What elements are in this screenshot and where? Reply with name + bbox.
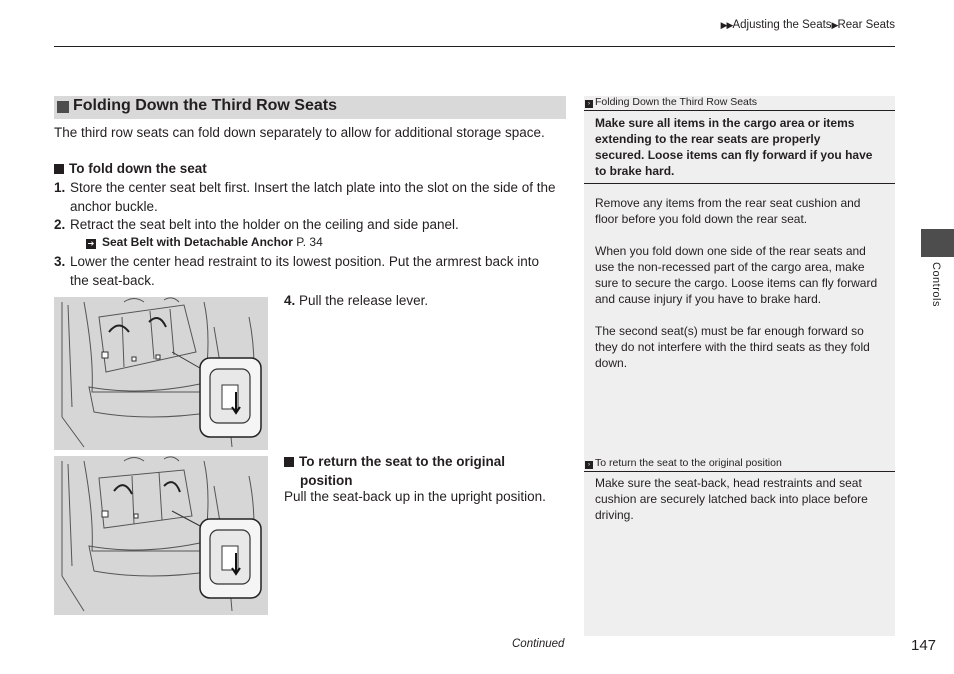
note-line: Make sure the seat-back, head restraints and seat xyxy=(595,476,862,490)
step-number: 3. xyxy=(54,254,66,269)
note-line: cushion are securely latched back into place before xyxy=(595,492,868,506)
note-paragraph-1 xyxy=(595,195,860,227)
note-line: they do not interfere with the third seats as they fold xyxy=(595,340,870,354)
note-line: down. xyxy=(595,356,628,370)
note-heading-text: Folding Down the Third Row Seats xyxy=(595,96,758,108)
section-title-bar xyxy=(54,96,566,119)
reference-arrow-icon: ➔ xyxy=(87,239,95,248)
cargo-area-drawing xyxy=(54,297,268,450)
rotate-arrow-left xyxy=(109,326,129,333)
step-text-line1: Pull the release lever. xyxy=(299,293,429,308)
cross-reference-link[interactable] xyxy=(86,235,323,249)
arrow-icon: ▶ xyxy=(831,20,838,30)
xref-page: P. 34 xyxy=(296,235,323,249)
note-line: and cause injury if you have to brake hard. xyxy=(595,292,822,306)
step-text-line2: anchor buckle. xyxy=(70,198,158,214)
intro-text: The third row seats can fold down separately to allow for additional storage space. xyxy=(54,125,545,140)
warning-line: to brake hard. xyxy=(595,164,675,178)
header-rule xyxy=(54,46,895,47)
return-heading-line1: To return the seat to the original xyxy=(299,454,506,469)
note-line: sure to secure the cargo. Loose items can fly forward xyxy=(595,276,878,290)
return-heading xyxy=(284,452,505,490)
step-number: 1. xyxy=(54,180,66,195)
fold-heading xyxy=(54,161,207,176)
note-line: Remove any items from the rear seat cushion and xyxy=(595,196,861,210)
note-rule xyxy=(584,110,895,111)
fold-down-illustration xyxy=(54,297,268,450)
chapter-tab[interactable] xyxy=(921,229,954,257)
square-bullet-icon xyxy=(57,101,69,113)
note-paragraph-3 xyxy=(595,323,870,371)
note-rule xyxy=(584,471,895,472)
step-text-line1: Lower the center head restraint to its lowest position. Put the armrest back into xyxy=(70,254,539,269)
section-title: Folding Down the Third Row Seats xyxy=(73,97,337,114)
note-icon: › xyxy=(585,100,593,108)
breadcrumb-item-2[interactable]: Rear Seats xyxy=(837,19,895,31)
note-line: use the non-recessed part of the cargo area, make xyxy=(595,260,865,274)
note-line: floor before you fold down the rear seat. xyxy=(595,212,808,226)
breadcrumb-item-1[interactable]: Adjusting the Seats xyxy=(732,19,832,31)
continued-label: Continued xyxy=(512,638,565,650)
step-text-line2: the seat-back. xyxy=(70,272,155,288)
return-text: Pull the seat-back up in the upright position. xyxy=(284,489,546,504)
warning-line: secured. Loose items can fly forward if you have xyxy=(595,148,873,162)
note-heading-return xyxy=(585,457,782,469)
chapter-tab-label: Controls xyxy=(930,262,942,307)
fold-heading-text: To fold down the seat xyxy=(69,161,207,176)
return-seat-illustration xyxy=(54,456,268,615)
warning-rule xyxy=(584,183,895,184)
note-line: When you fold down one side of the rear seats and xyxy=(595,244,866,258)
warning-line: extending to the rear seats are properly xyxy=(595,132,821,146)
step-3 xyxy=(54,253,566,290)
step-text-line1: Store the center seat belt first. Insert the latch plate into the slot on the side of the xyxy=(70,180,556,195)
step-text-line1: Retract the seat belt into the holder on the ceiling and side panel. xyxy=(70,217,459,232)
square-bullet-icon xyxy=(54,164,64,174)
note-line: driving. xyxy=(595,508,634,522)
note-paragraph-2 xyxy=(595,243,877,307)
step-1 xyxy=(54,179,566,216)
step-2 xyxy=(54,216,566,235)
square-bullet-icon xyxy=(284,457,294,467)
cargo-area-drawing xyxy=(54,456,268,615)
note-heading-fold xyxy=(585,96,757,108)
step-4 xyxy=(284,292,428,311)
warning-line: Make sure all items in the cargo area or items xyxy=(595,116,855,130)
breadcrumb xyxy=(721,19,895,31)
page-number: 147 xyxy=(911,637,937,654)
note-icon: › xyxy=(585,461,593,469)
double-arrow-icon: ▶▶ xyxy=(720,20,733,30)
note-paragraph-4 xyxy=(595,475,868,523)
xref-label[interactable]: Seat Belt with Detachable Anchor xyxy=(102,235,293,249)
note-line: The second seat(s) must be far enough forward so xyxy=(595,324,864,338)
step-number: 2. xyxy=(54,217,66,232)
note-heading-text: To return the seat to the original position xyxy=(595,457,782,469)
step-number: 4. xyxy=(284,293,296,308)
return-heading-line2: position xyxy=(300,473,353,488)
warning-text xyxy=(595,115,890,179)
